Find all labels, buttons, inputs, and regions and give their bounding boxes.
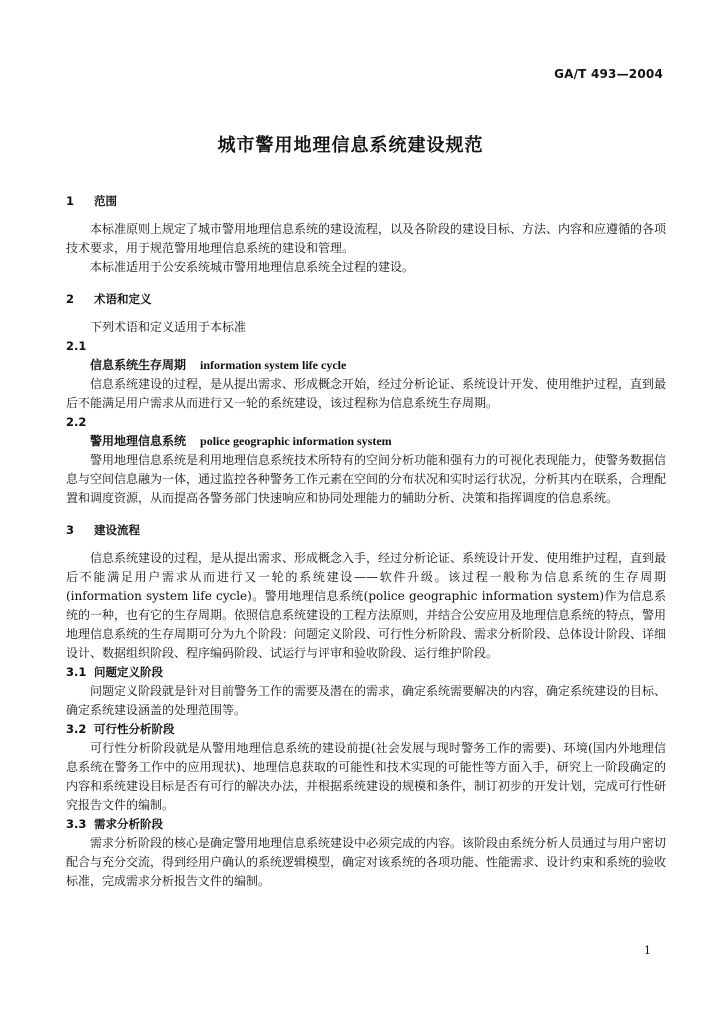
paragraph: 需求分析阶段的核心是确定警用地理信息系统建设中必须完成的内容。该阶段由系统分析人员通过与用户密切配合与充分交流，得到经用户确认的系统逻辑模型，确定对该系统的各项功能、性能需求、设计约束和系统的验收标准，完成需求分析报告文件的编制。 [66, 836, 667, 888]
subsection-number: 3.2 [66, 722, 87, 736]
section-title: 范围 [94, 194, 117, 208]
standard-code: GA/T 493—2004 [554, 67, 663, 81]
section-number: 1 [66, 194, 75, 208]
section-number: 3 [66, 523, 75, 537]
term-chinese: 信息系统生存周期 [90, 358, 187, 372]
term-chinese: 警用地理信息系统 [90, 434, 187, 448]
subsection-title: 问题定义阶段 [94, 665, 163, 679]
paragraph: 本标准适用于公安系统城市警用地理信息系统全过程的建设。 [90, 260, 415, 274]
subsection-title: 可行性分析阶段 [94, 722, 175, 736]
subsection-heading [66, 815, 666, 834]
term-english: police geographic information system [200, 434, 392, 448]
subsection-number: 3.3 [66, 817, 87, 831]
paragraph: 可行性分析阶段就是从警用地理信息系统的建设前提(社会发展与现时警务工作的需要)、环境(国内外地理信息系统在警务工作中的应用现状)、地理信息获取的可能性和技术实现的可能性等方面入手，研究上一阶段确定的内容和系统建设目标是否有可行的解决办法，并根据系统建设的规模和条件，制订初步的开发计划，完成可行性研究报告文件的编制。 [66, 741, 667, 812]
term-english: information system life cycle [200, 358, 347, 372]
paragraph: 问题定义阶段就是针对目前警务工作的需要及潜在的需求，确定系统需要解决的内容，确定系统建设的目标、确定系统建设涵盖的处理范围等。 [66, 684, 667, 717]
document-body [66, 192, 666, 891]
section-title: 建设流程 [94, 523, 140, 537]
clause-number: 2.1 [66, 339, 87, 353]
subsection-heading [66, 663, 666, 682]
term-definition: 警用地理信息系统是利用地理信息系统技术所特有的空间分析功能和强有力的可视化表现能力，使警务数据信息与空间信息融为一体，通过监控各种警务工作元素在空间的分布状况和实时运行状况，分析其内在联系，合理配置和调度资源，从而提高各警务部门快速响应和协同处理能力的辅助分析、决策和指挥调度的信息系统。 [66, 453, 667, 505]
term-definition: 信息系统建设的过程，是从提出需求、形成概念开始，经过分析论证、系统设计开发、使用维护过程，直到最后不能满足用户需求从而进行又一轮的系统建设，该过程称为信息系统生存周期。 [66, 377, 667, 410]
clause-number: 2.2 [66, 415, 87, 429]
section-heading-terms [66, 290, 666, 309]
paragraph: 信息系统建设的过程，是从提出需求、形成概念入手，经过分析论证、系统设计开发、使用维护过程，直到最后不能满足用户需求从而进行又一轮的系统建设——软件升级。该过程一般称为信息系统的生存周期(information system life cycle)。警用地理信息系统(police geographic information system)作为信息系统的一种，也有它的生存周期。依照信息系统建设的工程方法原则，并结合公安应用及地理信息系统的特点，警用地理信息系统的生存周期可分为九个阶段：问题定义阶段、可行性分析阶段、需求分析阶段、总体设计阶段、详细设计、数据组织阶段、程序编码阶段、试运行与评审和验收阶段、运行维护阶段。 [66, 551, 667, 660]
document-title: 城市警用地理信息系统建设规范 [217, 135, 484, 156]
subsection-number: 3.1 [66, 665, 87, 679]
section-heading-scope [66, 192, 666, 211]
section-title: 术语和定义 [94, 292, 152, 306]
paragraph: 本标准原则上规定了城市警用地理信息系统的建设流程，以及各阶段的建设目标、方法、内容和应遵循的各项技术要求，用于规范警用地理信息系统的建设和管理。 [66, 222, 667, 255]
paragraph: 下列术语和定义适用于本标准 [90, 320, 247, 334]
section-number: 2 [66, 292, 75, 306]
subsection-heading [66, 720, 666, 739]
page-number: 1 [644, 944, 651, 957]
term-entry [66, 432, 666, 451]
section-heading-process [66, 521, 666, 540]
term-entry [66, 356, 666, 375]
subsection-title: 需求分析阶段 [94, 817, 163, 831]
